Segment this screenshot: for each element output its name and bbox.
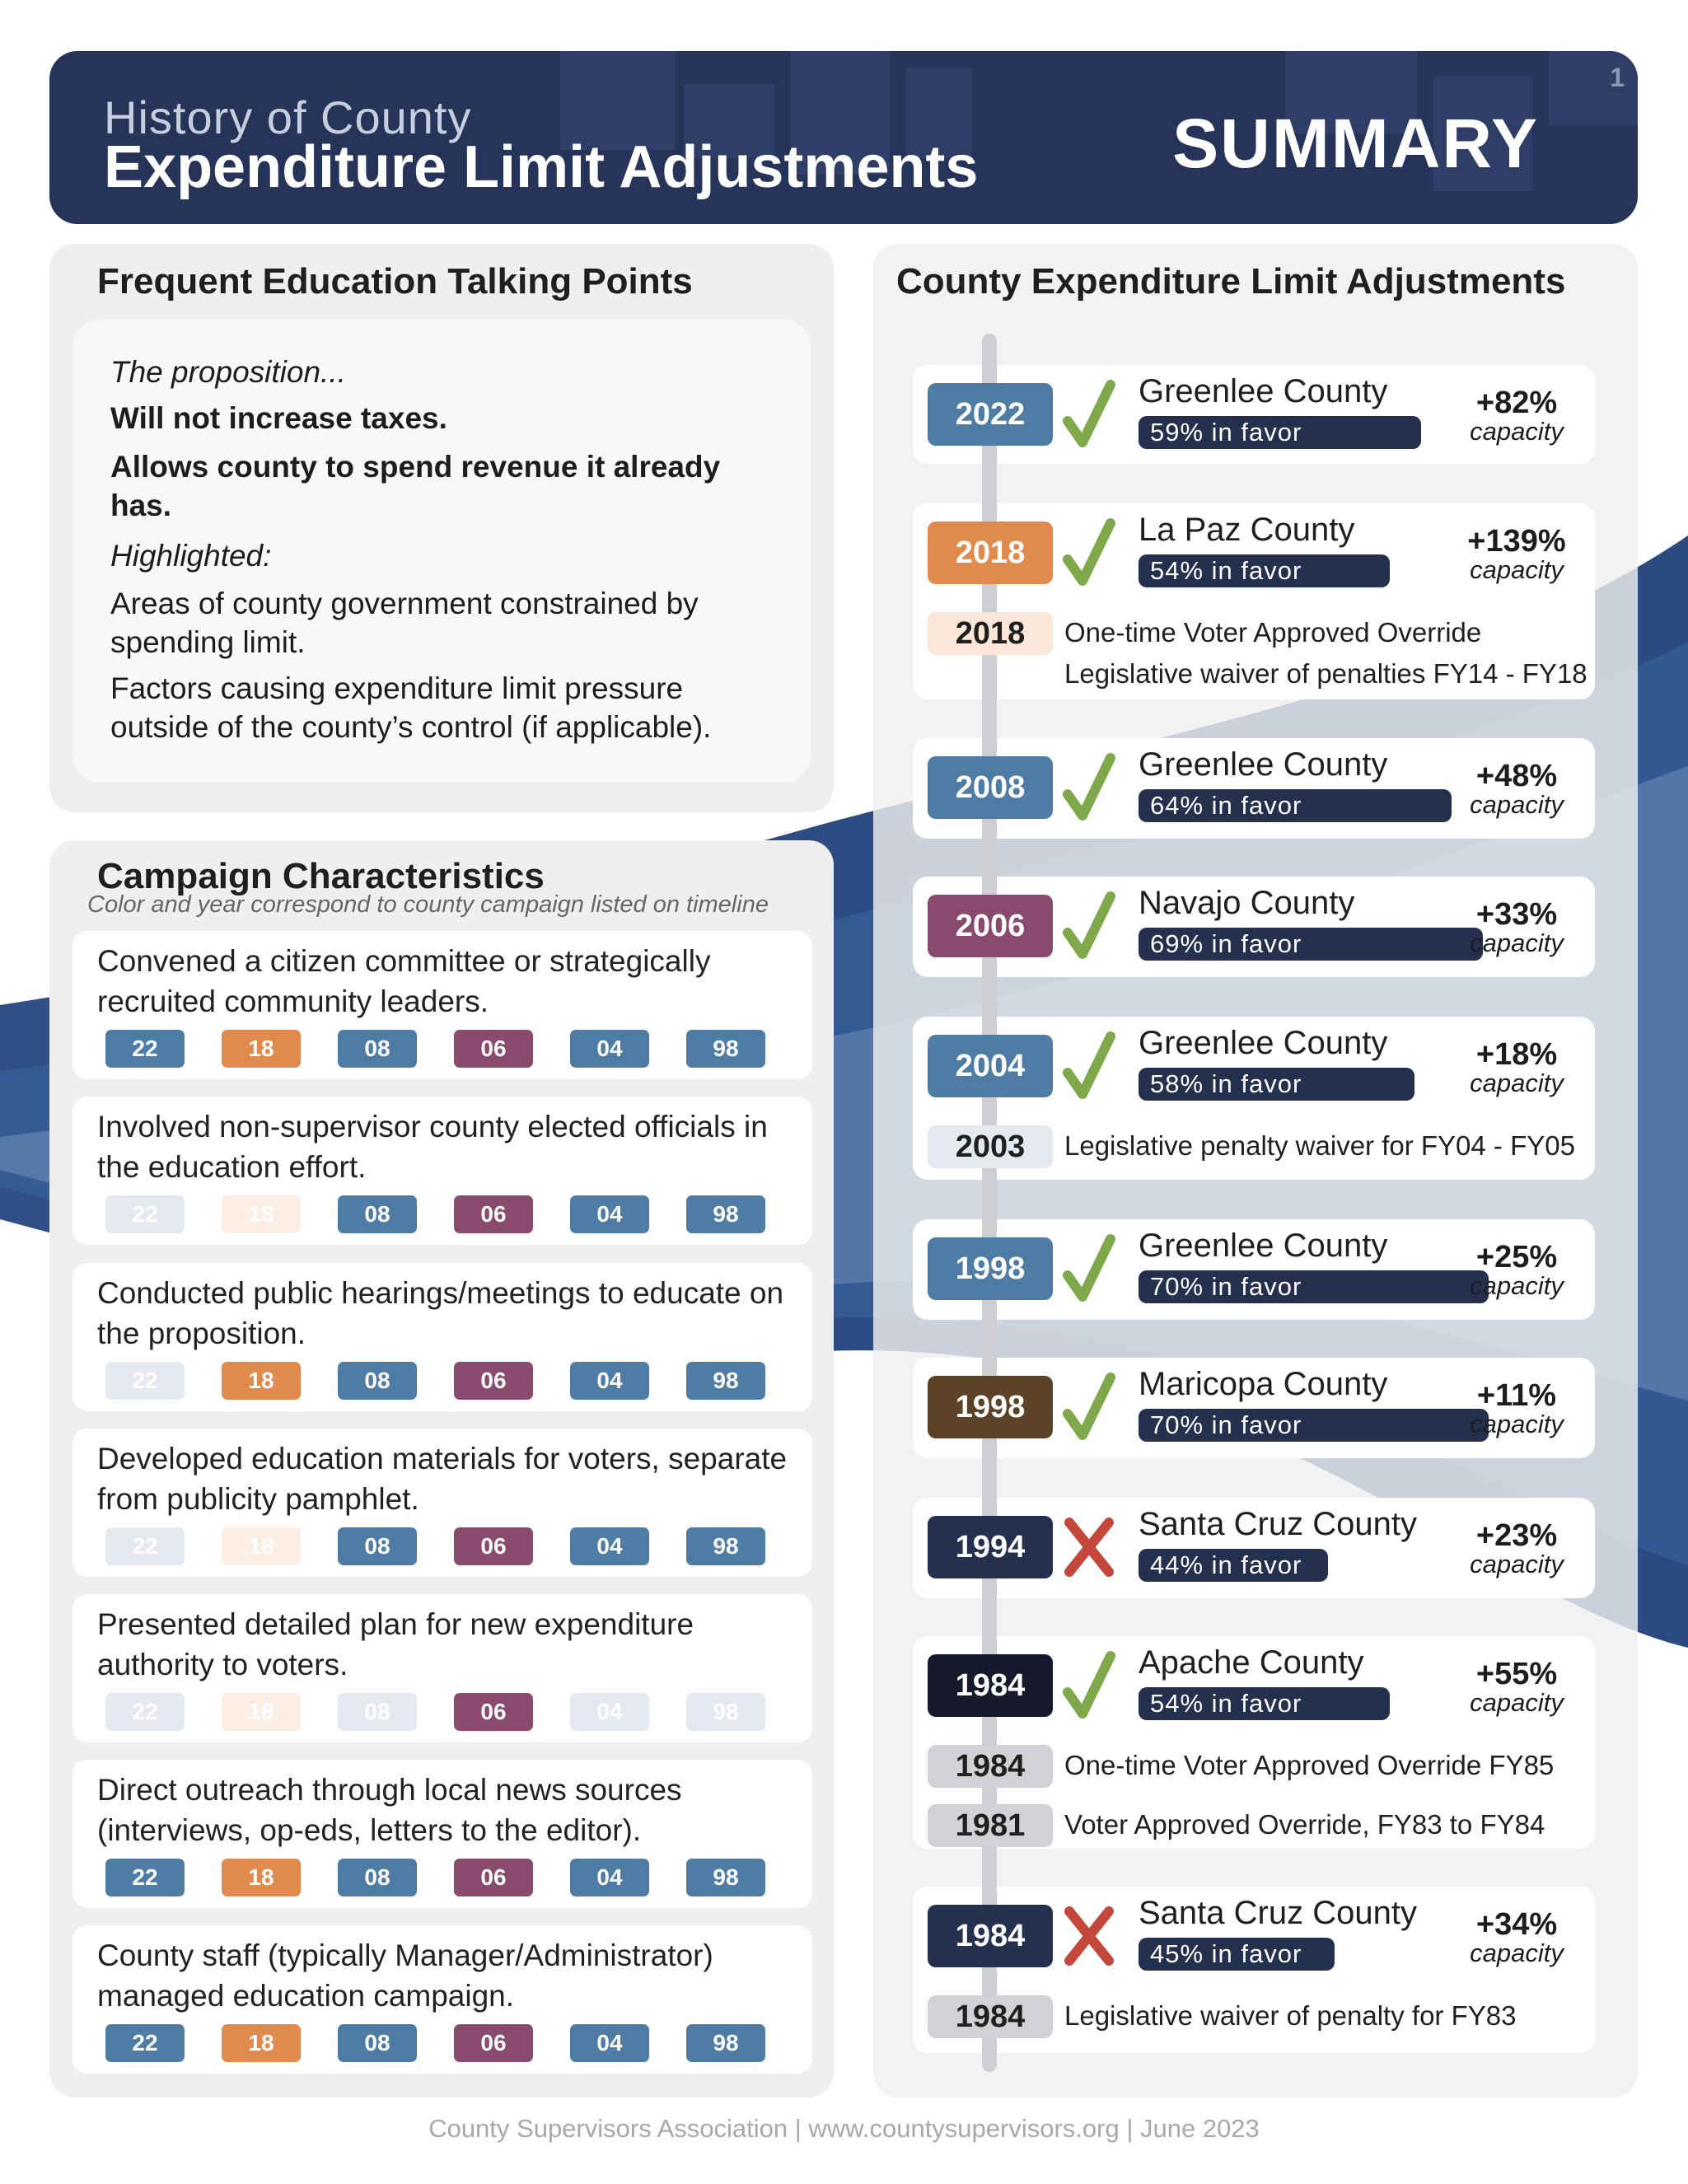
check-icon <box>1063 517 1115 589</box>
favor-bar: 44% in favor <box>1139 1549 1328 1582</box>
capacity-percent: +34% <box>1475 1907 1558 1942</box>
sub-row-text: One-time Voter Approved Override <box>1064 617 1482 648</box>
capacity-word: capacity <box>1470 555 1564 584</box>
year-label: 1984 <box>928 1654 1053 1717</box>
year-badge-04: 04 <box>570 1693 649 1731</box>
tp-point-factors: Factors causing expenditure limit pressure outside of the county’s control (if applicable). <box>110 671 712 744</box>
year-badge-18: 18 <box>222 1859 301 1896</box>
year-badge-22: 22 <box>105 1527 185 1565</box>
campaign-card <box>72 1760 812 1908</box>
campaign-subtitle: Color and year correspond to county campaign listed on timeline <box>87 891 769 918</box>
year-label: 2006 <box>928 895 1053 957</box>
header-title: Expenditure Limit Adjustments <box>104 134 979 200</box>
campaign-card <box>72 1097 812 1245</box>
tp-highlighted-label: Highlighted: <box>110 539 272 573</box>
talking-points-box <box>72 320 811 783</box>
favor-bar: 64% in favor <box>1139 789 1452 822</box>
year-badge-06: 06 <box>454 1859 533 1896</box>
capacity-word: capacity <box>1470 1688 1564 1717</box>
year-badge-04: 04 <box>570 2024 649 2062</box>
year-badge-18: 18 <box>222 1527 301 1565</box>
sub-year-label: 1981 <box>928 1804 1053 1847</box>
county-name: Apache County <box>1139 1644 1364 1681</box>
favor-bar: 54% in favor <box>1139 1687 1390 1720</box>
cross-icon <box>1063 1900 1115 1972</box>
year-badge-06: 06 <box>454 1030 533 1068</box>
capacity-percent: +11% <box>1476 1378 1557 1413</box>
tp-point-taxes: Will not increase taxes. <box>110 401 447 435</box>
check-icon <box>1063 1371 1115 1443</box>
year-badge-22: 22 <box>105 1030 185 1068</box>
campaign-card <box>72 1925 812 2074</box>
sub-row-text: Legislative penalty waiver for FY04 - FY05 <box>1064 1130 1575 1161</box>
check-icon <box>1063 890 1115 962</box>
year-label: 1998 <box>928 1237 1053 1300</box>
year-badge-08: 08 <box>338 1859 417 1896</box>
capacity-word: capacity <box>1470 1271 1564 1300</box>
year-badge-04: 04 <box>570 1030 649 1068</box>
county-name: Greenlee County <box>1139 746 1388 783</box>
year-badge-06: 06 <box>454 1195 533 1233</box>
page-number: 1 <box>1610 63 1625 92</box>
year-badge-06: 06 <box>454 2024 533 2062</box>
capacity-block <box>1447 1241 1587 1298</box>
favor-bar: 45% in favor <box>1139 1938 1335 1971</box>
capacity-percent: +55% <box>1475 1657 1558 1691</box>
year-badge-06: 06 <box>454 1362 533 1400</box>
favor-bar: 70% in favor <box>1139 1409 1489 1442</box>
capacity-percent: +25% <box>1475 1240 1558 1274</box>
capacity-word: capacity <box>1470 790 1564 819</box>
favor-bar: 69% in favor <box>1139 928 1483 961</box>
year-badge-06: 06 <box>454 1527 533 1565</box>
year-badge-08: 08 <box>338 1030 417 1068</box>
sub-row-text: One-time Voter Approved Override FY85 <box>1064 1750 1555 1780</box>
sub-year-label: 2003 <box>928 1125 1053 1168</box>
year-badge-18: 18 <box>222 2024 301 2062</box>
campaign-card-text: Conducted public hearings/meetings to educate on the proposition. <box>97 1276 784 1350</box>
capacity-percent: +18% <box>1475 1037 1558 1072</box>
campaign-card <box>72 1594 812 1742</box>
year-badge-04: 04 <box>570 1527 649 1565</box>
favor-bar: 54% in favor <box>1139 554 1390 587</box>
year-label: 2004 <box>928 1035 1053 1097</box>
year-badge-04: 04 <box>570 1362 649 1400</box>
capacity-percent: +23% <box>1475 1518 1558 1553</box>
county-name: Maricopa County <box>1139 1366 1388 1402</box>
campaign-card-text: Developed education materials for voters, separate from publicity pamphlet. <box>97 1442 788 1516</box>
year-badge-98: 98 <box>686 1362 765 1400</box>
sub-year-label: 2018 <box>928 612 1053 655</box>
county-name: Navajo County <box>1139 885 1355 921</box>
capacity-percent: +82% <box>1475 386 1558 420</box>
year-badge-08: 08 <box>338 2024 417 2062</box>
capacity-word: capacity <box>1470 1410 1564 1438</box>
year-badge-22: 22 <box>105 1693 185 1731</box>
year-badge-18: 18 <box>222 1195 301 1233</box>
campaign-card-text: Presented detailed plan for new expenditure authority to voters. <box>97 1607 694 1681</box>
capacity-block <box>1447 386 1587 444</box>
county-name: La Paz County <box>1139 512 1355 548</box>
year-badge-22: 22 <box>105 1195 185 1233</box>
capacity-block <box>1447 898 1587 956</box>
talking-points-title: Frequent Education Talking Points <box>97 261 693 302</box>
check-icon <box>1063 378 1115 451</box>
capacity-word: capacity <box>1470 928 1564 957</box>
capacity-percent: +139% <box>1467 524 1566 559</box>
capacity-word: capacity <box>1470 417 1564 446</box>
header-subtitle: History of County <box>104 91 472 143</box>
favor-bar: 58% in favor <box>1139 1068 1414 1101</box>
year-label: 2008 <box>928 756 1053 819</box>
capacity-block <box>1447 1038 1587 1096</box>
county-name: Santa Cruz County <box>1139 1506 1417 1542</box>
header-banner <box>49 51 1638 224</box>
favor-bar: 70% in favor <box>1139 1270 1489 1303</box>
year-label: 1984 <box>928 1905 1053 1967</box>
campaign-card-text: Involved non-supervisor county elected officials in the education effort. <box>97 1110 768 1184</box>
year-label: 2022 <box>928 383 1053 446</box>
year-badge-06: 06 <box>454 1693 533 1731</box>
year-badge-08: 08 <box>338 1693 417 1731</box>
county-name: Greenlee County <box>1139 373 1388 409</box>
sub-row-text: Voter Approved Override, FY83 to FY84 <box>1064 1809 1545 1840</box>
tp-intro: The proposition... <box>110 355 346 389</box>
tp-point-revenue: Allows county to spend revenue it already has. <box>110 450 721 522</box>
capacity-word: capacity <box>1470 1069 1564 1097</box>
talking-points-panel <box>49 244 834 812</box>
capacity-block <box>1447 1908 1587 1966</box>
capacity-block <box>1447 525 1587 582</box>
check-icon <box>1063 1030 1115 1102</box>
campaign-card-text: Direct outreach through local news sources (interviews, op-eds, letters to the editor). <box>97 1773 682 1847</box>
year-badge-98: 98 <box>686 1195 765 1233</box>
county-name: Greenlee County <box>1139 1025 1388 1061</box>
favor-bar: 59% in favor <box>1139 416 1421 449</box>
year-badge-98: 98 <box>686 2024 765 2062</box>
campaign-card-text: County staff (typically Manager/Administrator) managed education campaign. <box>97 1938 713 2013</box>
capacity-percent: +48% <box>1475 759 1558 793</box>
year-badge-08: 08 <box>338 1527 417 1565</box>
capacity-word: capacity <box>1470 1938 1564 1967</box>
year-badge-98: 98 <box>686 1693 765 1731</box>
cross-icon <box>1063 1511 1115 1583</box>
campaign-card-text: Convened a citizen committee or strategically recruited community leaders. <box>97 944 711 1018</box>
year-badge-18: 18 <box>222 1693 301 1731</box>
check-icon <box>1063 751 1115 824</box>
check-icon <box>1063 1232 1115 1305</box>
year-label: 1998 <box>928 1376 1053 1438</box>
footer: County Supervisors Association | www.countysupervisors.org | June 2023 <box>428 2114 1260 2143</box>
year-badge-22: 22 <box>105 1362 185 1400</box>
year-badge-08: 08 <box>338 1362 417 1400</box>
year-badge-98: 98 <box>686 1527 765 1565</box>
summary-label: SUMMARY <box>1172 105 1539 182</box>
tp-point-areas: Areas of county government constrained by spending limit. <box>110 587 699 659</box>
campaign-title: Campaign Characteristics <box>97 856 545 896</box>
year-badge-98: 98 <box>686 1859 765 1896</box>
capacity-percent: +33% <box>1475 897 1558 932</box>
year-badge-08: 08 <box>338 1195 417 1233</box>
capacity-word: capacity <box>1470 1550 1564 1578</box>
capacity-block <box>1447 1658 1587 1715</box>
year-badge-18: 18 <box>222 1362 301 1400</box>
year-badge-22: 22 <box>105 2024 185 2062</box>
capacity-block <box>1447 1519 1587 1577</box>
timeline-title: County Expenditure Limit Adjustments <box>896 261 1566 302</box>
campaign-card <box>72 1263 812 1411</box>
year-badge-04: 04 <box>570 1195 649 1233</box>
check-icon <box>1063 1649 1115 1722</box>
year-label: 2018 <box>928 521 1053 584</box>
year-label: 1994 <box>928 1516 1053 1578</box>
year-badge-18: 18 <box>222 1030 301 1068</box>
sub-year-label: 1984 <box>928 1995 1053 2038</box>
year-badge-04: 04 <box>570 1859 649 1896</box>
year-badge-98: 98 <box>686 1030 765 1068</box>
county-name: Greenlee County <box>1139 1228 1388 1264</box>
sub-row-text: Legislative waiver of penalty for FY83 <box>1064 2000 1517 2031</box>
county-name: Santa Cruz County <box>1139 1895 1417 1931</box>
campaign-card <box>72 1429 812 1577</box>
sub-year-label: 1984 <box>928 1745 1053 1788</box>
capacity-block <box>1447 1379 1587 1437</box>
sub-row-text: Legislative waiver of penalties FY14 - FY18 <box>1064 658 1587 689</box>
campaign-panel <box>49 840 834 2097</box>
campaign-card <box>72 931 812 1079</box>
year-badge-22: 22 <box>105 1859 185 1896</box>
capacity-block <box>1447 760 1587 817</box>
